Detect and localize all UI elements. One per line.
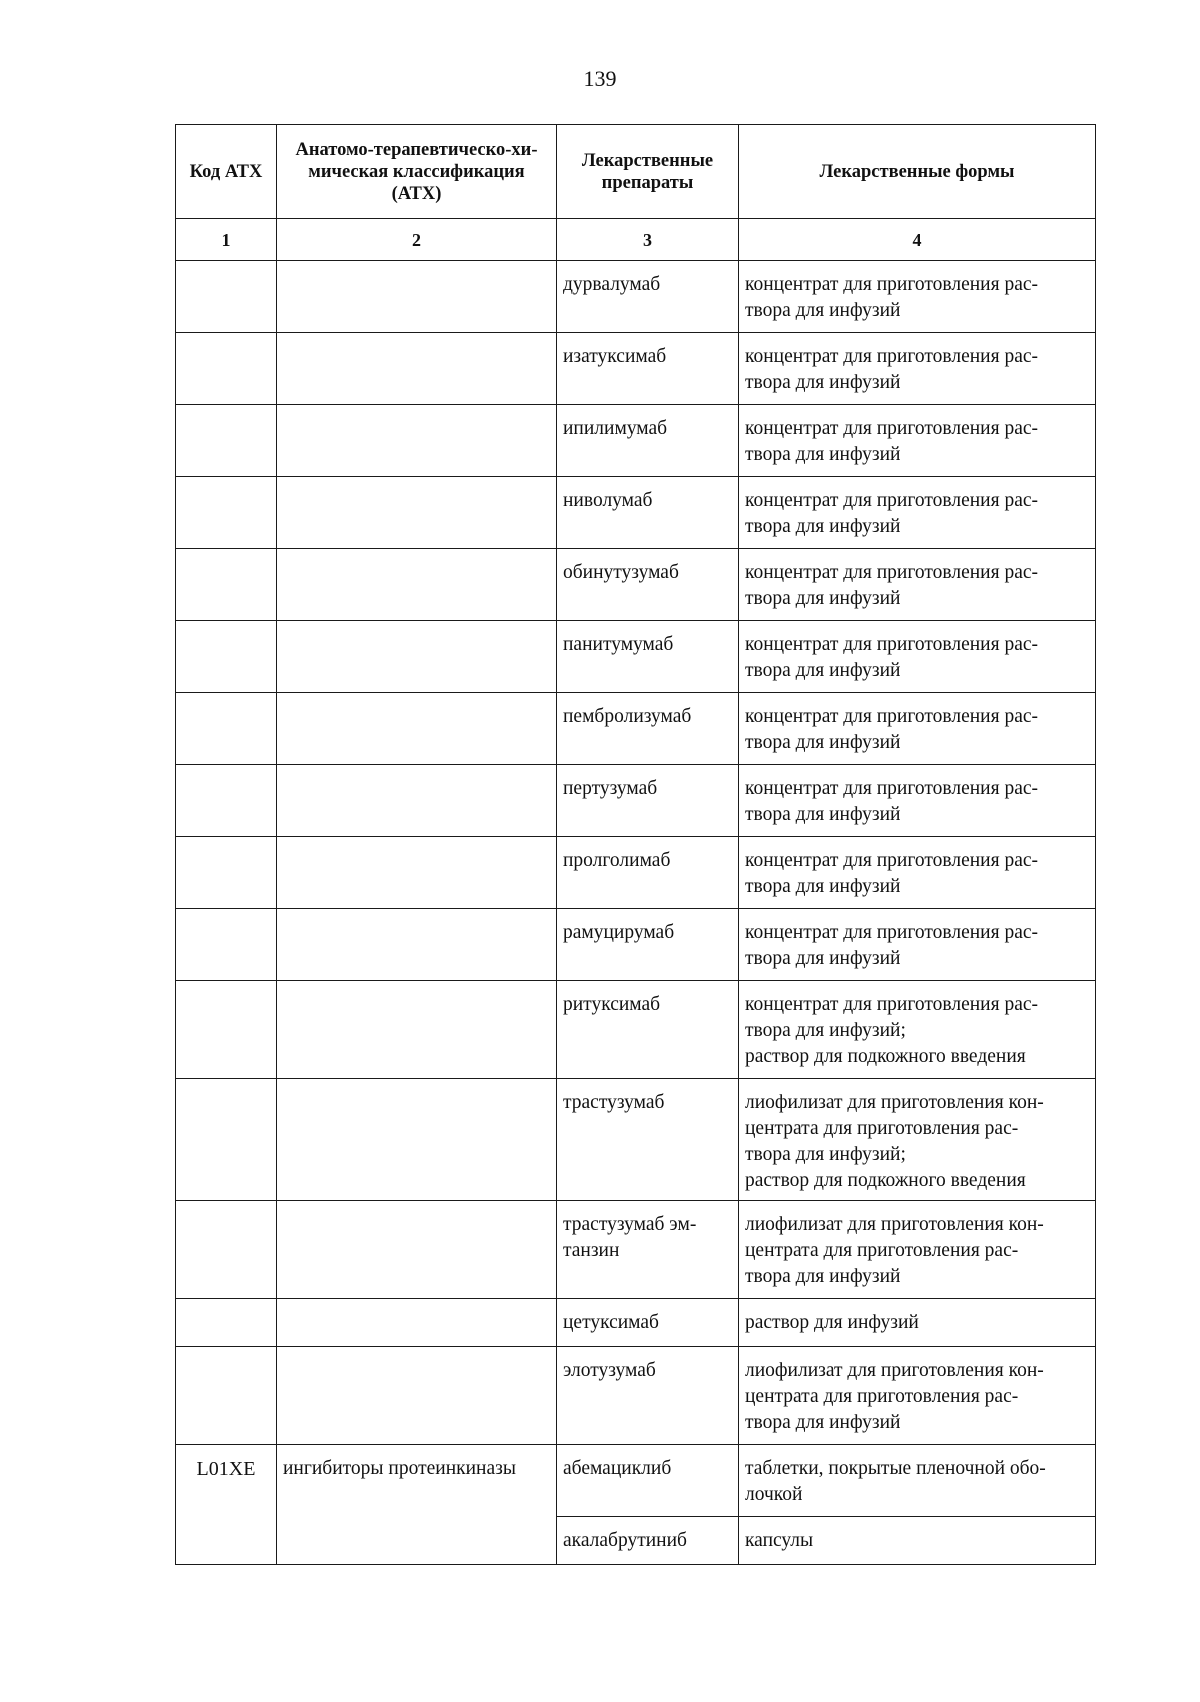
classification-cell	[277, 981, 557, 1079]
form-cell: концентрат для приготовления рас- твора для инфузий	[739, 261, 1096, 333]
header-classification: Анатомо-терапевтическо-хи- мическая классификация (АТХ)	[277, 125, 557, 219]
classification-cell	[277, 621, 557, 693]
code-cell	[176, 909, 277, 981]
classification-cell	[277, 405, 557, 477]
column-number: 3	[557, 219, 739, 261]
classification-cell	[277, 261, 557, 333]
drug-cell: ритуксимаб	[557, 981, 739, 1079]
table-row	[176, 765, 1096, 837]
code-cell	[176, 477, 277, 549]
drug-cell: пертузумаб	[557, 765, 739, 837]
table-row	[176, 1445, 1096, 1517]
form-cell: концентрат для приготовления рас- твора для инфузий	[739, 837, 1096, 909]
code-cell	[176, 405, 277, 477]
table-row	[176, 1201, 1096, 1299]
classification-cell: ингибиторы протеинкиназы	[277, 1445, 557, 1565]
table-row	[176, 693, 1096, 765]
classification-cell	[277, 549, 557, 621]
table-row	[176, 837, 1096, 909]
atx-drug-table	[175, 124, 1096, 1565]
drug-cell: обинутузумаб	[557, 549, 739, 621]
drug-cell: цетуксимаб	[557, 1299, 739, 1347]
code-cell	[176, 765, 277, 837]
table-row	[176, 1299, 1096, 1347]
drug-cell: пролголимаб	[557, 837, 739, 909]
classification-cell	[277, 693, 557, 765]
code-cell: L01XE	[176, 1445, 277, 1565]
form-cell: лиофилизат для приготовления кон- центрата для приготовления рас- твора для инфузий; раствор для подкожного введения	[739, 1079, 1096, 1201]
column-number: 4	[739, 219, 1096, 261]
table-row	[176, 477, 1096, 549]
code-cell	[176, 693, 277, 765]
code-cell	[176, 1201, 277, 1299]
code-cell	[176, 837, 277, 909]
table-row	[176, 405, 1096, 477]
drug-cell: абемациклиб	[557, 1445, 739, 1517]
form-cell: концентрат для приготовления рас- твора для инфузий	[739, 621, 1096, 693]
table-header-row	[176, 125, 1096, 219]
form-cell: лиофилизат для приготовления кон- центрата для приготовления рас- твора для инфузий	[739, 1201, 1096, 1299]
classification-cell	[277, 1347, 557, 1445]
form-cell: раствор для инфузий	[739, 1299, 1096, 1347]
form-cell: концентрат для приготовления рас- твора для инфузий	[739, 909, 1096, 981]
code-cell	[176, 1299, 277, 1347]
column-number: 2	[277, 219, 557, 261]
page-number: 139	[583, 66, 617, 91]
drug-cell: рамуцирумаб	[557, 909, 739, 981]
code-cell	[176, 1079, 277, 1201]
table-row	[176, 981, 1096, 1079]
code-cell	[176, 621, 277, 693]
drug-cell: панитумумаб	[557, 621, 739, 693]
drug-cell: ниволумаб	[557, 477, 739, 549]
code-cell	[176, 333, 277, 405]
classification-cell	[277, 837, 557, 909]
drug-cell: элотузумаб	[557, 1347, 739, 1445]
classification-cell	[277, 909, 557, 981]
form-cell: лиофилизат для приготовления кон- центрата для приготовления рас- твора для инфузий	[739, 1347, 1096, 1445]
drug-cell: изатуксимаб	[557, 333, 739, 405]
drug-cell: дурвалумаб	[557, 261, 739, 333]
table-row	[176, 261, 1096, 333]
drug-cell: трастузумаб эм- танзин	[557, 1201, 739, 1299]
form-cell: таблетки, покрытые пленочной обо- лочкой	[739, 1445, 1096, 1517]
classification-cell	[277, 1201, 557, 1299]
header-code: Код АТХ	[176, 125, 277, 219]
form-cell: концентрат для приготовления рас- твора для инфузий	[739, 765, 1096, 837]
classification-cell	[277, 765, 557, 837]
drug-cell: ипилимумаб	[557, 405, 739, 477]
form-cell: концентрат для приготовления рас- твора для инфузий	[739, 405, 1096, 477]
form-cell: концентрат для приготовления рас- твора для инфузий	[739, 333, 1096, 405]
column-number-row	[176, 219, 1096, 261]
code-cell	[176, 261, 277, 333]
classification-cell	[277, 1079, 557, 1201]
form-cell: концентрат для приготовления рас- твора для инфузий; раствор для подкожного введения	[739, 981, 1096, 1079]
drug-cell: трастузумаб	[557, 1079, 739, 1201]
table-row	[176, 1347, 1096, 1445]
table-row	[176, 333, 1096, 405]
header-forms: Лекарственные формы	[739, 125, 1096, 219]
drug-cell: акалабрутиниб	[557, 1517, 739, 1565]
column-number: 1	[176, 219, 277, 261]
table-row	[176, 549, 1096, 621]
classification-cell	[277, 333, 557, 405]
code-cell	[176, 549, 277, 621]
code-cell	[176, 1347, 277, 1445]
form-cell: концентрат для приготовления рас- твора для инфузий	[739, 477, 1096, 549]
table-row	[176, 909, 1096, 981]
form-cell: концентрат для приготовления рас- твора для инфузий	[739, 549, 1096, 621]
drug-cell: пембролизумаб	[557, 693, 739, 765]
form-cell: концентрат для приготовления рас- твора для инфузий	[739, 693, 1096, 765]
classification-cell	[277, 1299, 557, 1347]
code-cell	[176, 981, 277, 1079]
classification-cell	[277, 477, 557, 549]
table-row	[176, 621, 1096, 693]
form-cell: капсулы	[739, 1517, 1096, 1565]
table-row	[176, 1079, 1096, 1201]
header-drugs: Лекарственные препараты	[557, 125, 739, 219]
